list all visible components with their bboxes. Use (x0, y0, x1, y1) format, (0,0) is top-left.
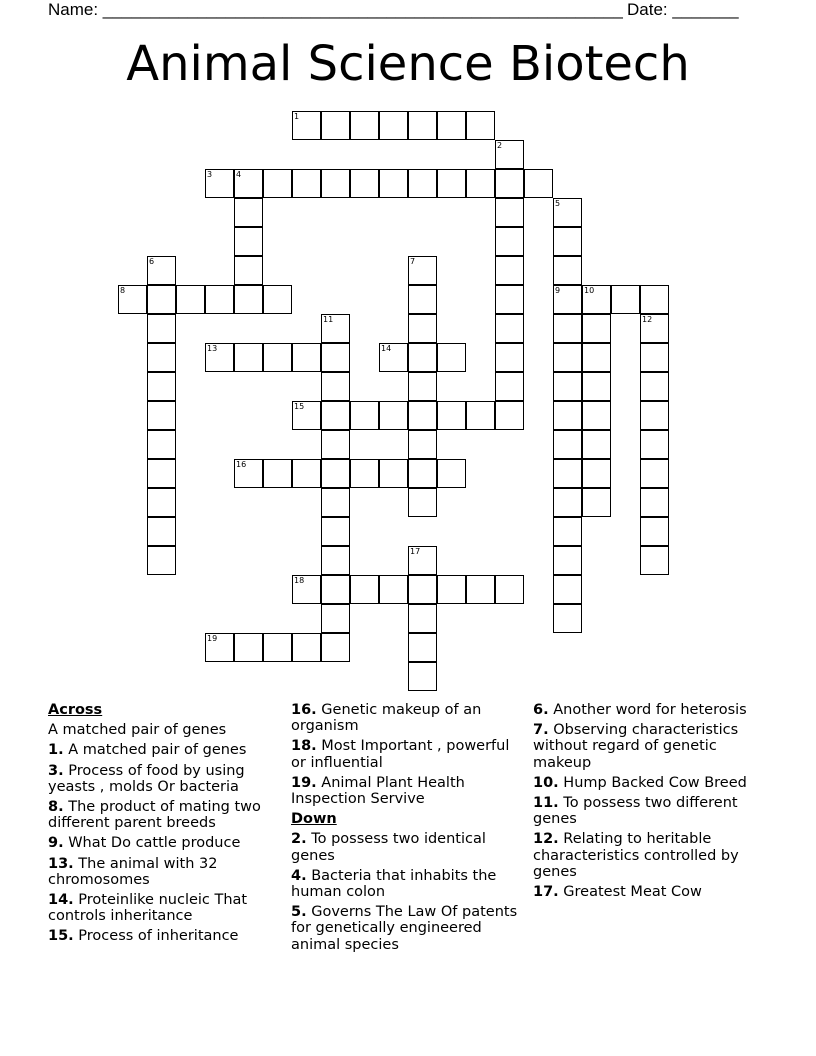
grid-cell[interactable] (379, 401, 408, 430)
grid-cell[interactable] (118, 285, 147, 314)
grid-cell[interactable] (408, 430, 437, 459)
grid-cell[interactable] (582, 285, 611, 314)
grid-cell[interactable] (408, 401, 437, 430)
grid-cell[interactable] (553, 227, 582, 256)
grid-cell[interactable] (292, 111, 321, 140)
grid-cell[interactable] (495, 169, 524, 198)
clue-number: 7. (533, 722, 549, 739)
grid-cell[interactable] (466, 111, 495, 140)
grid-cell[interactable] (321, 604, 350, 633)
grid-cell[interactable] (553, 343, 582, 372)
grid-cell[interactable] (495, 140, 524, 169)
grid-cell[interactable] (495, 401, 524, 430)
grid-cell[interactable] (495, 285, 524, 314)
grid-cell[interactable] (147, 459, 176, 488)
grid-cell[interactable] (553, 430, 582, 459)
cell-number: 5 (555, 199, 561, 208)
grid-cell[interactable] (408, 314, 437, 343)
grid-cell[interactable] (263, 169, 292, 198)
clue-number: 13. (48, 855, 74, 872)
grid-cell[interactable] (408, 459, 437, 488)
clue-number: 3. (48, 762, 64, 779)
grid-cell[interactable] (553, 401, 582, 430)
clue-text: Proteinlike nucleic That controls inheritance (48, 892, 248, 925)
grid-cell[interactable] (321, 633, 350, 662)
cell-number: 4 (236, 170, 242, 179)
clues-column-3 (533, 702, 773, 904)
grid-cell[interactable] (466, 575, 495, 604)
grid-cell[interactable] (408, 488, 437, 517)
grid-cell[interactable] (582, 343, 611, 372)
grid-cell[interactable] (553, 459, 582, 488)
clue-across-1 (48, 742, 284, 758)
grid-cell[interactable] (495, 227, 524, 256)
cell-number: 10 (584, 286, 595, 295)
grid-cell[interactable] (408, 285, 437, 314)
cell-number: 9 (555, 286, 561, 295)
clue-across-19 (291, 775, 527, 807)
grid-cell[interactable] (437, 343, 466, 372)
grid-cell[interactable] (495, 198, 524, 227)
grid-cell[interactable] (147, 488, 176, 517)
clue-number: 12. (533, 831, 559, 848)
clue-text: Process of inheritance (78, 928, 239, 945)
cell-number: 17 (410, 547, 421, 556)
clue-text: Process of food by using yeasts , molds Or bacteria (48, 762, 245, 795)
grid-cell[interactable] (582, 314, 611, 343)
clue-text: Bacteria that inhabits the human colon (291, 867, 497, 901)
clue-number: 17. (533, 884, 559, 901)
cell-number: 7 (410, 257, 416, 266)
grid-cell[interactable] (205, 633, 234, 662)
clue-number: 11. (533, 795, 559, 812)
clue-down-7 (533, 722, 773, 771)
grid-cell[interactable] (553, 256, 582, 285)
grid-cell[interactable] (350, 575, 379, 604)
grid-cell[interactable] (553, 575, 582, 604)
grid-cell[interactable] (582, 401, 611, 430)
grid-cell[interactable] (147, 517, 176, 546)
clue-across-15 (48, 928, 284, 944)
grid-cell[interactable] (321, 372, 350, 401)
grid-cell[interactable] (147, 372, 176, 401)
grid-cell[interactable] (408, 256, 437, 285)
clue-across-14 (48, 892, 284, 924)
grid-cell[interactable] (292, 575, 321, 604)
clue-down-5 (291, 904, 527, 953)
clue-text: Greatest Meat Cow (563, 884, 702, 901)
across-intro: A matched pair of genes (48, 722, 227, 739)
clue-number: 15. (48, 928, 74, 945)
clue-across-13 (48, 856, 284, 888)
grid-cell[interactable] (321, 169, 350, 198)
grid-cell[interactable] (553, 546, 582, 575)
grid-cell[interactable] (553, 314, 582, 343)
grid-cell[interactable] (147, 256, 176, 285)
grid-cell[interactable] (321, 459, 350, 488)
grid-cell[interactable] (408, 343, 437, 372)
grid-cell[interactable] (640, 314, 669, 343)
grid-cell[interactable] (437, 459, 466, 488)
grid-cell[interactable] (640, 343, 669, 372)
grid-cell[interactable] (350, 169, 379, 198)
grid-cell[interactable] (437, 575, 466, 604)
grid-cell[interactable] (234, 343, 263, 372)
grid-cell[interactable] (408, 604, 437, 633)
grid-cell[interactable] (321, 517, 350, 546)
grid-cell[interactable] (379, 575, 408, 604)
cell-number: 6 (149, 257, 155, 266)
grid-cell[interactable] (234, 198, 263, 227)
grid-cell[interactable] (176, 285, 205, 314)
grid-cell[interactable] (495, 575, 524, 604)
clue-text: A matched pair of genes (68, 742, 247, 759)
grid-cell[interactable] (292, 401, 321, 430)
grid-cell[interactable] (379, 169, 408, 198)
grid-cell[interactable] (640, 488, 669, 517)
clue-number: 8. (48, 799, 64, 816)
grid-cell[interactable] (292, 169, 321, 198)
clue-number: 4. (291, 867, 307, 884)
clue-down-10 (533, 775, 773, 791)
grid-cell[interactable] (640, 459, 669, 488)
grid-cell[interactable] (553, 517, 582, 546)
cell-number: 19 (207, 634, 218, 643)
grid-cell[interactable] (582, 459, 611, 488)
clue-number: 19. (291, 774, 317, 791)
clue-text: Observing characteristics without regard of genetic makeup (533, 722, 739, 771)
grid-cell[interactable] (263, 633, 292, 662)
grid-cell[interactable] (437, 111, 466, 140)
grid-cell[interactable] (640, 517, 669, 546)
grid-cell[interactable] (234, 169, 263, 198)
grid-cell[interactable] (147, 285, 176, 314)
clue-text: What Do cattle produce (68, 835, 241, 852)
clue-text: The animal with 32 chromosomes (48, 855, 218, 888)
down-heading: Down (291, 811, 337, 828)
grid-cell[interactable] (234, 459, 263, 488)
grid-cell[interactable] (321, 401, 350, 430)
clue-across-8 (48, 799, 284, 831)
grid-cell[interactable] (205, 285, 234, 314)
cell-number: 14 (381, 344, 392, 353)
cell-number: 2 (497, 141, 503, 150)
grid-cell[interactable] (147, 401, 176, 430)
clue-down-6 (533, 702, 773, 718)
clue-text: To possess two different genes (533, 795, 738, 828)
grid-cell[interactable] (321, 343, 350, 372)
grid-cell[interactable] (147, 546, 176, 575)
clue-text: Animal Plant Health Inspection Servive (291, 774, 465, 808)
cell-number: 12 (642, 315, 653, 324)
grid-cell[interactable] (234, 256, 263, 285)
cell-number: 3 (207, 170, 213, 179)
grid-cell[interactable] (321, 111, 350, 140)
cell-number: 16 (236, 460, 247, 469)
clue-number: 5. (291, 904, 307, 921)
clue-text: Governs The Law Of patents for genetically engineered animal species (291, 904, 518, 953)
across-heading: Across (48, 702, 103, 718)
grid-cell[interactable] (205, 169, 234, 198)
clue-text: Another word for heterosis (553, 702, 747, 718)
grid-cell[interactable] (292, 459, 321, 488)
clue-text: Genetic makeup of an organism (291, 702, 482, 735)
clue-down-12 (533, 831, 773, 880)
grid-cell[interactable] (495, 343, 524, 372)
grid-cell[interactable] (379, 459, 408, 488)
clue-number: 2. (291, 831, 307, 848)
grid-cell[interactable] (495, 372, 524, 401)
grid-cell[interactable] (640, 401, 669, 430)
clue-down-2 (291, 831, 527, 863)
clue-number: 10. (533, 774, 559, 791)
clue-text: Hump Backed Cow Breed (563, 774, 747, 791)
clue-down-4 (291, 868, 527, 900)
page-title: Animal Science Biotech (126, 36, 690, 92)
grid-cell[interactable] (640, 372, 669, 401)
clue-down-11 (533, 795, 773, 827)
clue-number: 14. (48, 892, 74, 909)
grid-cell[interactable] (292, 633, 321, 662)
grid-cell[interactable] (466, 169, 495, 198)
clue-across-3 (48, 763, 284, 795)
clues-column-2 (291, 702, 527, 957)
grid-cell[interactable] (234, 227, 263, 256)
grid-cell[interactable] (408, 662, 437, 691)
clue-number: 6. (533, 702, 549, 718)
grid-cell[interactable] (640, 546, 669, 575)
cell-number: 1 (294, 112, 300, 121)
grid-cell[interactable] (408, 372, 437, 401)
grid-cell[interactable] (640, 430, 669, 459)
grid-cell[interactable] (321, 546, 350, 575)
date-field: Date: _______ (627, 0, 739, 19)
clue-number: 16. (291, 702, 317, 718)
cell-number: 15 (294, 402, 305, 411)
clue-across-16 (291, 702, 527, 734)
grid-cell[interactable] (234, 633, 263, 662)
grid-cell[interactable] (350, 111, 379, 140)
grid-cell[interactable] (582, 372, 611, 401)
clue-across-18 (291, 738, 527, 770)
clue-text: Most Important , powerful or influential (291, 738, 510, 771)
grid-cell[interactable] (263, 343, 292, 372)
grid-cell[interactable] (379, 111, 408, 140)
grid-cell[interactable] (263, 285, 292, 314)
grid-cell[interactable] (408, 111, 437, 140)
clue-text: The product of mating two different parent breeds (48, 799, 261, 832)
grid-cell[interactable] (582, 430, 611, 459)
cell-number: 11 (323, 315, 334, 324)
grid-cell[interactable] (321, 575, 350, 604)
grid-cell[interactable] (147, 343, 176, 372)
grid-cell[interactable] (321, 488, 350, 517)
grid-cell[interactable] (640, 285, 669, 314)
grid-cell[interactable] (495, 256, 524, 285)
grid-cell[interactable] (292, 343, 321, 372)
grid-cell[interactable] (408, 169, 437, 198)
grid-cell[interactable] (350, 459, 379, 488)
cell-number: 18 (294, 576, 305, 585)
grid-cell[interactable] (582, 488, 611, 517)
clue-across-9 (48, 835, 284, 851)
clues-column-1 (48, 702, 284, 949)
grid-cell[interactable] (437, 401, 466, 430)
grid-cell[interactable] (234, 285, 263, 314)
clue-number: 9. (48, 835, 64, 852)
grid-cell[interactable] (553, 372, 582, 401)
cell-number: 13 (207, 344, 218, 353)
grid-cell[interactable] (263, 459, 292, 488)
grid-cell[interactable] (408, 575, 437, 604)
cell-number: 8 (120, 286, 126, 295)
grid-cell[interactable] (553, 604, 582, 633)
grid-cell[interactable] (408, 546, 437, 575)
grid-cell[interactable] (408, 633, 437, 662)
clue-number: 1. (48, 742, 64, 759)
clue-number: 18. (291, 738, 317, 755)
name-field: Name: _______________________________________________________ (48, 0, 623, 19)
grid-cell[interactable] (321, 430, 350, 459)
grid-cell[interactable] (205, 343, 234, 372)
grid-cell[interactable] (553, 488, 582, 517)
grid-cell[interactable] (379, 343, 408, 372)
grid-cell[interactable] (147, 314, 176, 343)
grid-cell[interactable] (350, 401, 379, 430)
grid-cell[interactable] (611, 285, 640, 314)
grid-cell[interactable] (524, 169, 553, 198)
grid-cell[interactable] (553, 198, 582, 227)
grid-cell[interactable] (437, 169, 466, 198)
grid-cell[interactable] (553, 285, 582, 314)
grid-cell[interactable] (321, 314, 350, 343)
clue-text: To possess two identical genes (291, 831, 486, 864)
clue-down-17 (533, 884, 773, 900)
grid-cell[interactable] (147, 430, 176, 459)
grid-cell[interactable] (466, 401, 495, 430)
clue-text: Relating to heritable characteristics controlled by genes (533, 831, 739, 880)
grid-cell[interactable] (495, 314, 524, 343)
